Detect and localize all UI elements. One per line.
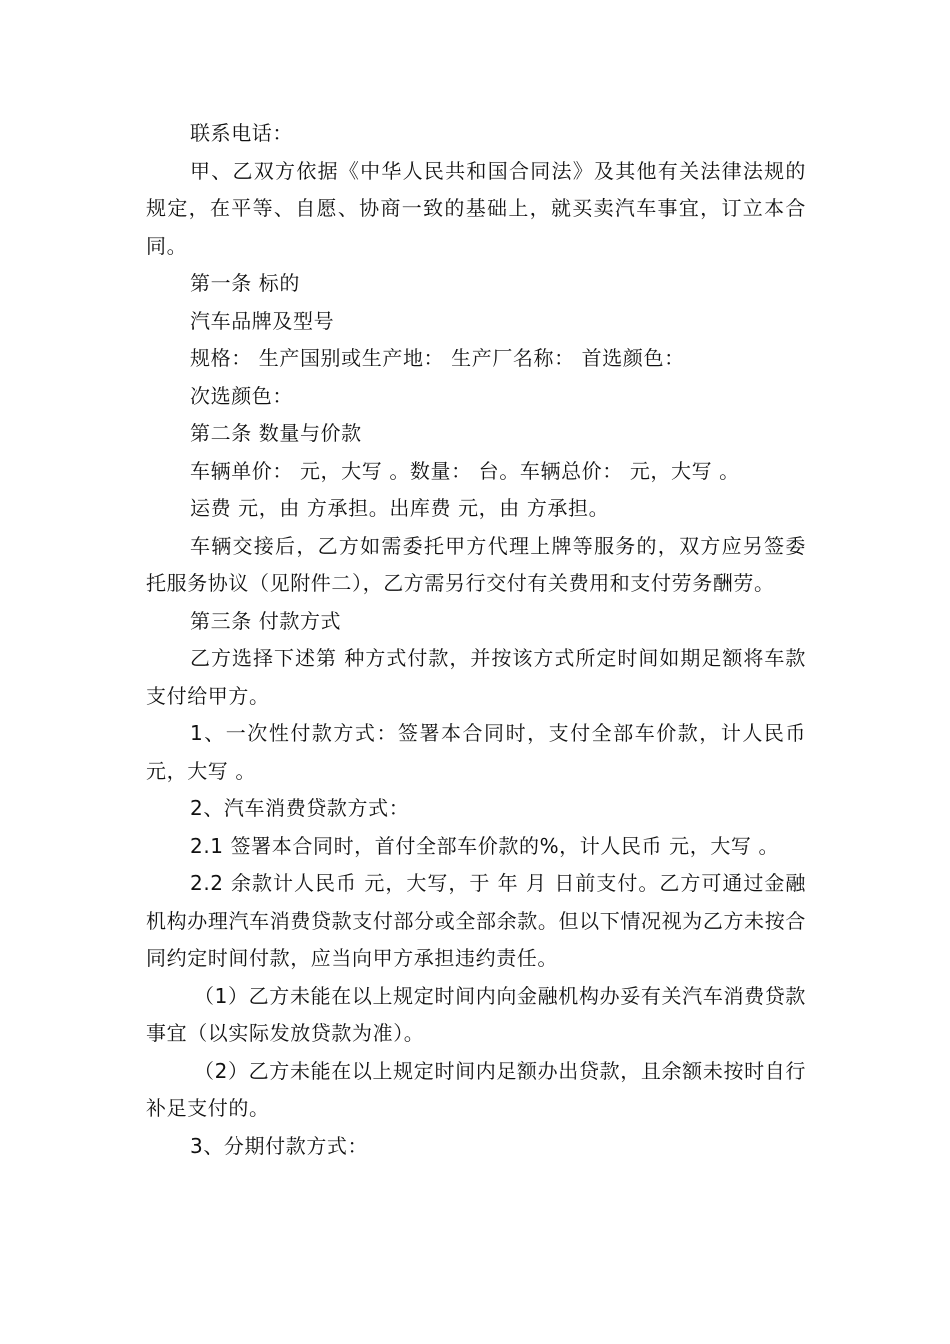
paragraph-car-brand-model: 汽车品牌及型号 [190, 308, 335, 333]
document-body [146, 115, 806, 1165]
heading-article-2: 第二条 数量与价款 [190, 421, 362, 445]
paragraph-delegated-services: 车辆交接后，乙方如需委托甲方代理上牌等服务的，双方应另签委托服务协议（见附件二），乙方需另行交付有关费用和支付劳务酬劳。 [146, 533, 806, 595]
paragraph-payment-choice: 乙方选择下述第 种方式付款，并按该方式所定时间如期足额将车款支付给甲方。 [146, 646, 806, 708]
paragraph-specifications: 规格： 生产国别或生产地： 生产厂名称： 首选颜色： [190, 346, 685, 370]
heading-article-1: 第一条 标的 [190, 271, 300, 295]
paragraph-loan-payment: 2、汽车消费贷款方式： [190, 796, 410, 820]
paragraph-preamble: 甲、乙双方依据《中华人民共和国合同法》及其他有关法律法规的规定，在平等、自愿、协商一致的基础上，就买卖汽车事宜，订立本合同。 [146, 158, 806, 258]
paragraph-secondary-color: 次选颜色： [190, 383, 293, 408]
paragraph-breach-case-2: （2）乙方未能在以上规定时间内足额办出贷款，且余额未按时自行补足支付的。 [146, 1058, 806, 1120]
paragraph-price-quantity: 车辆单价： 元，大写 。数量： 台。车辆总价： 元，大写 。 [190, 458, 740, 483]
paragraph-breach-case-1: （1）乙方未能在以上规定时间内向金融机构办妥有关汽车消费贷款事宜（以实际发放贷款为准）。 [146, 983, 806, 1045]
paragraph-freight-fees: 运费 元，由 方承担。出库费 元，由 方承担。 [190, 496, 610, 520]
heading-article-3: 第三条 付款方式 [190, 608, 342, 633]
paragraph-lump-sum-payment: 1、一次性付款方式：签署本合同时，支付全部车价款，计人民币 元，大写 。 [146, 721, 806, 783]
paragraph-balance-payment: 2.2 余款计人民币 元，大写，于 年 月 日前支付。乙方可通过金融机构办理汽车消费贷款支付部分或全部余款。但以下情况视为乙方未按合同约定时间付款，应当向甲方承担违约责任。 [146, 871, 806, 970]
paragraph-installment-payment: 3、分期付款方式： [190, 1133, 369, 1158]
paragraph-contact-phone: 联系电话： [190, 121, 293, 145]
paragraph-down-payment: 2.1 签署本合同时，首付全部车价款的%，计人民币 元，大写 。 [190, 833, 780, 858]
